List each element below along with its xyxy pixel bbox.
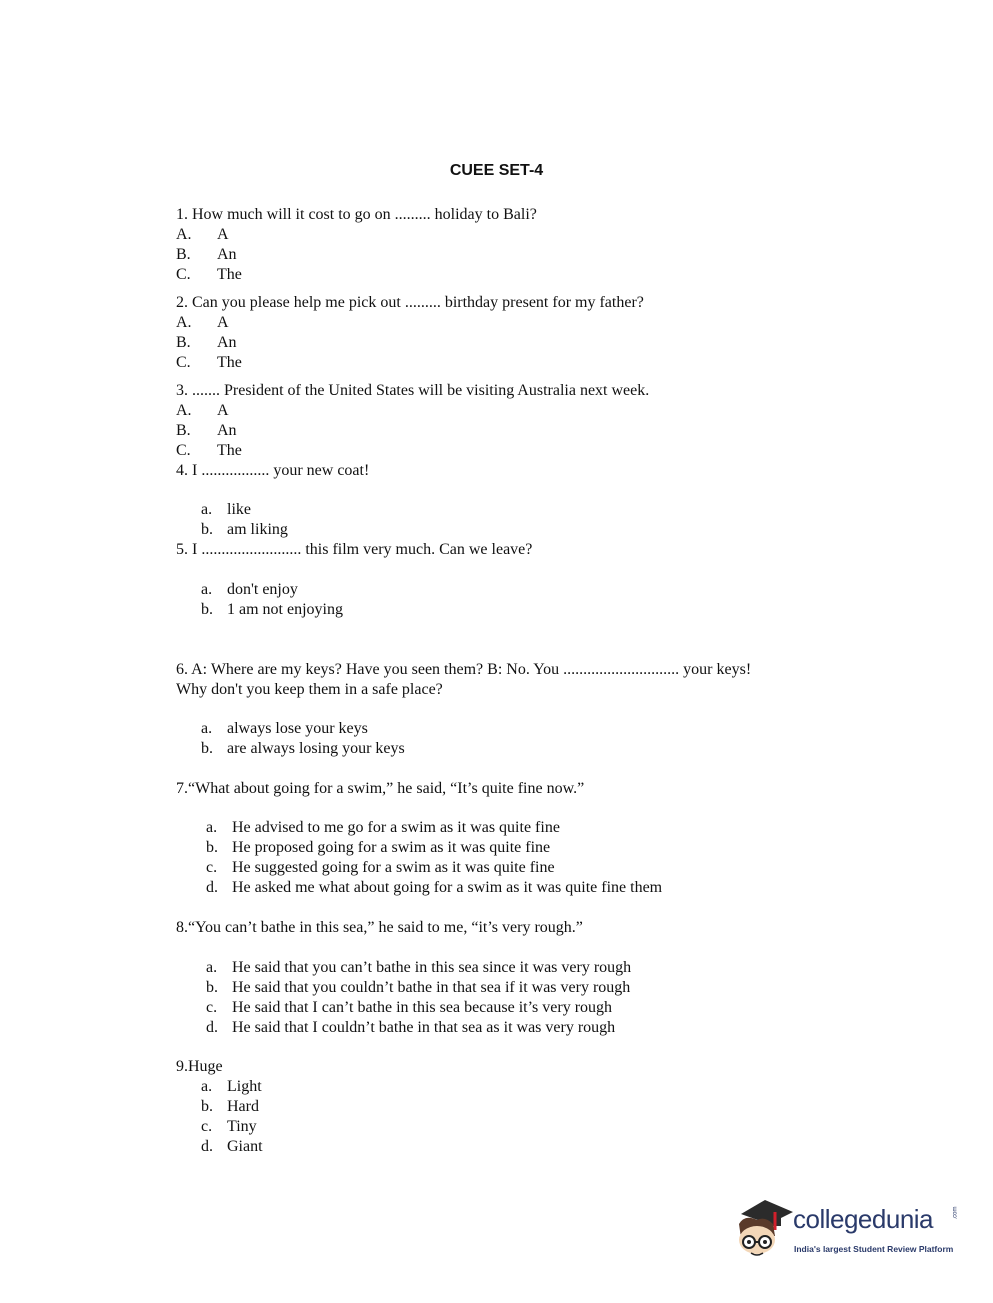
option: b. am liking (201, 521, 288, 538)
logo-wordmark: collegedunia (793, 1204, 934, 1234)
option: b. are always losing your keys (201, 740, 405, 757)
question-2: 2. Can you please help me pick out ......... birthday present for my father? (176, 294, 644, 311)
collegedunia-logo (735, 1196, 965, 1266)
option: C. The (176, 442, 242, 459)
option: d. He said that I couldn’t bathe in that sea as it was very rough (206, 1019, 616, 1036)
option: A. A (176, 402, 229, 419)
option: B. An (176, 422, 237, 439)
question-4: 4. I ................. your new coat! (176, 462, 370, 479)
question-6-continued: Why don't you keep them in a safe place? (176, 681, 443, 698)
option: a. Light (201, 1078, 262, 1095)
logo-tagline: India's largest Student Review Platform (794, 1244, 954, 1254)
option: A. A (176, 314, 229, 331)
document-title: CUEE SET-4 (449, 162, 544, 179)
question-6: 6. A: Where are my keys? Have you seen them? B: No. You ............................. your keys! (176, 661, 752, 678)
mascot-icon (735, 1196, 797, 1266)
option: B. An (176, 334, 237, 351)
option: a. He advised to me go for a swim as it was quite fine (206, 819, 560, 836)
question-9: 9.Huge (176, 1058, 223, 1075)
option: a. He said that you can’t bathe in this sea since it was very rough (206, 959, 632, 976)
option: a. like (201, 501, 251, 518)
question-3: 3. ....... President of the United States will be visiting Australia next week. (176, 382, 650, 399)
question-1: 1. How much will it cost to go on ......... holiday to Bali? (176, 206, 537, 223)
option: d. He asked me what about going for a swim as it was quite fine them (206, 879, 663, 896)
option: B. An (176, 246, 237, 263)
option: C. The (176, 266, 242, 283)
option: C. The (176, 354, 242, 371)
option: A. A (176, 226, 229, 243)
option: b. He proposed going for a swim as it was quite fine (206, 839, 551, 856)
option: a. always lose your keys (201, 720, 368, 737)
option: d. Giant (201, 1138, 263, 1155)
logo-suffix: .com (952, 1206, 959, 1220)
option: c. Tiny (201, 1118, 257, 1135)
question-7: 7.“What about going for a swim,” he said, “It’s quite fine now.” (176, 780, 585, 797)
option: b. 1 am not enjoying (201, 601, 343, 618)
question-5: 5. I ......................... this film very much. Can we leave? (176, 541, 533, 558)
option: b. Hard (201, 1098, 259, 1115)
option: b. He said that you couldn’t bathe in that sea if it was very rough (206, 979, 631, 996)
option: c. He said that I can’t bathe in this sea because it’s very rough (206, 999, 613, 1016)
question-8: 8.“You can’t bathe in this sea,” he said to me, “it’s very rough.” (176, 919, 583, 936)
option: c. He suggested going for a swim as it was quite fine (206, 859, 555, 876)
option: a. don't enjoy (201, 581, 298, 598)
